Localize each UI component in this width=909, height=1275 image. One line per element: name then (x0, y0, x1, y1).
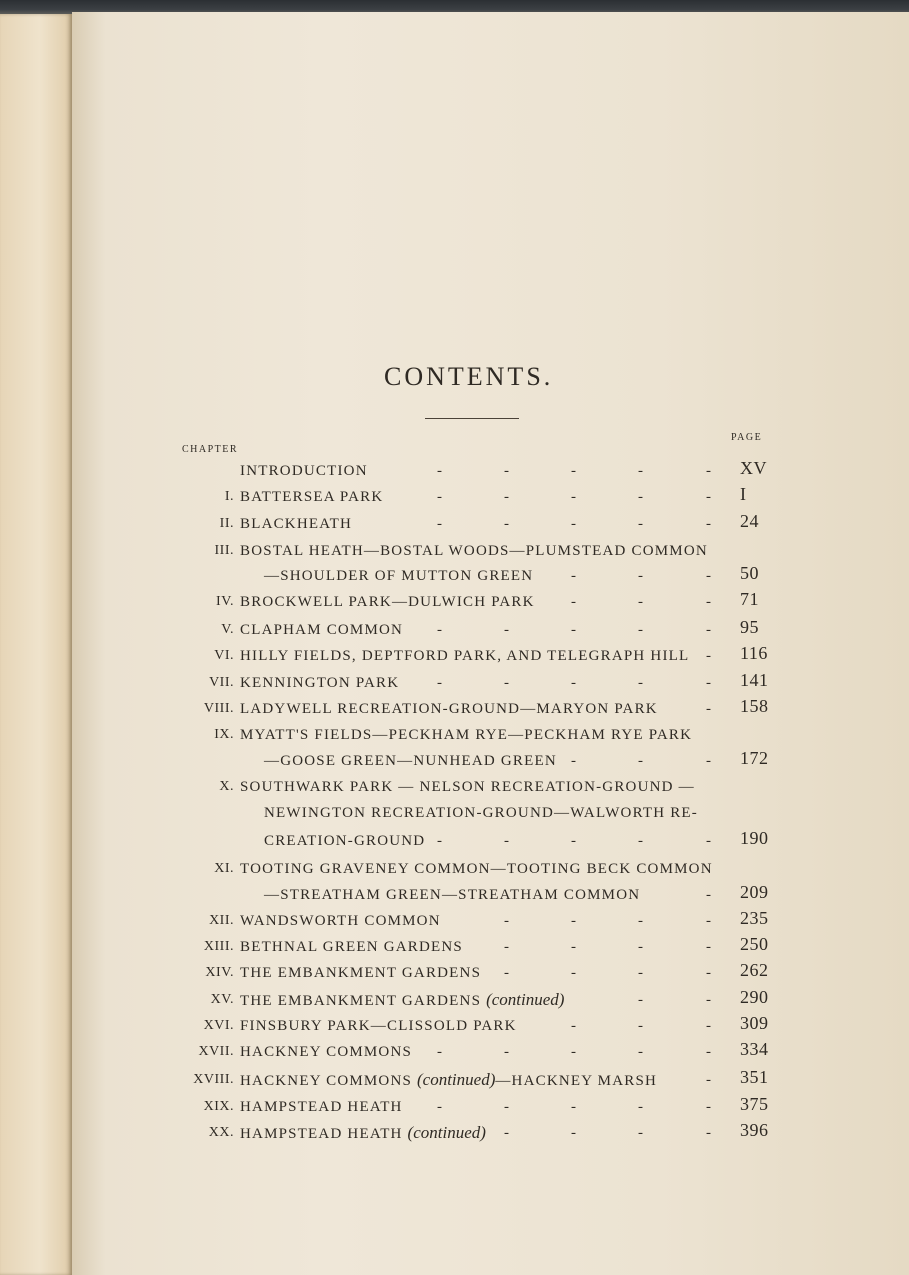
leader-dash: - (706, 568, 711, 584)
leader-dash: - (571, 675, 576, 691)
chapter-number: XIV. (205, 965, 234, 980)
page-number: 309 (740, 1013, 769, 1033)
leader-dash: - (571, 622, 576, 638)
leader-dash: - (638, 992, 643, 1008)
continued-note: (continued) (486, 990, 565, 1009)
leader-dash: - (571, 1125, 576, 1141)
chapter-title-text: LADYWELL RECREATION-GROUND—MARYON PARK (240, 701, 658, 717)
chapter-number: XIII. (203, 939, 234, 954)
leader-dash: - (706, 701, 711, 717)
leader-dash: - (706, 965, 711, 981)
facing-page-edge (0, 14, 72, 1275)
chapter-number: II. (219, 516, 234, 531)
leader-dash: - (504, 1099, 509, 1115)
chapter-title-text: BROCKWELL PARK—DULWICH PARK (240, 594, 535, 610)
chapter-title-text: HACKNEY COMMONS (240, 1044, 413, 1060)
chapter-title-text: HAMPSTEAD HEATH (240, 1126, 403, 1142)
chapter-title-text: NEWINGTON RECREATION-GROUND—WALWORTH RE- (264, 805, 698, 821)
chapter-title (264, 884, 640, 906)
chapter-title (240, 1041, 412, 1063)
leader-dash: - (638, 489, 643, 505)
page-number: 50 (740, 563, 759, 583)
chapter-number: XX. (208, 1125, 234, 1140)
leader-dash: - (504, 675, 509, 691)
leader-dash: - (638, 1018, 643, 1034)
chapter-title-text: THE EMBANKMENT GARDENS (240, 993, 482, 1009)
chapter-title (240, 698, 658, 720)
chapter-title (240, 936, 463, 958)
chapter-title (240, 1122, 486, 1144)
leader-dash: - (437, 1099, 442, 1115)
chapter-column-label: CHAPTER (182, 444, 239, 455)
chapter-title (264, 750, 557, 772)
chapter-number: IX. (214, 727, 234, 742)
leader-dash: - (706, 675, 711, 691)
chapter-title-text: BOSTAL HEATH—BOSTAL WOODS—PLUMSTEAD COMMON (240, 543, 708, 559)
chapter-title-text: TOOTING GRAVENEY COMMON—TOOTING BECK COMMON (240, 861, 713, 877)
leader-dash: - (504, 516, 509, 532)
chapter-title (240, 672, 399, 694)
leader-dash: - (437, 1044, 442, 1060)
chapter-title-text: MYATT'S FIELDS—PECKHAM RYE—PECKHAM RYE PARK (240, 727, 693, 743)
leader-dash: - (571, 1099, 576, 1115)
leader-dash: - (504, 622, 509, 638)
leader-dash: - (706, 1018, 711, 1034)
leader-dash: - (571, 939, 576, 955)
chapter-number: IV. (216, 594, 234, 609)
chapter-number: X. (219, 779, 234, 794)
leader-dash: - (437, 622, 442, 638)
leader-dash: - (638, 965, 643, 981)
leader-dash: - (504, 1044, 509, 1060)
leader-dash: - (638, 1099, 643, 1115)
page-title: CONTENTS. (384, 362, 554, 391)
leader-dash: - (571, 753, 576, 769)
leader-dash: - (706, 516, 711, 532)
chapter-title (264, 830, 425, 852)
chapter-title-text: HAMPSTEAD HEATH (240, 1099, 403, 1115)
leader-dash: - (706, 913, 711, 929)
chapter-title-text: BATTERSEA PARK (240, 489, 384, 505)
page-number: XV (740, 458, 767, 478)
chapter-number: I. (224, 489, 234, 504)
leader-dash: - (706, 833, 711, 849)
page-number: 250 (740, 934, 769, 954)
chapter-title-text: —STREATHAM GREEN—STREATHAM COMMON (264, 887, 641, 903)
page-number: 351 (740, 1067, 769, 1087)
title-rule (425, 418, 519, 419)
leader-dash: - (638, 913, 643, 929)
chapter-title-tail: —HACKNEY MARSH (495, 1073, 658, 1089)
chapter-title-text: FINSBURY PARK—CLISSOLD PARK (240, 1018, 517, 1034)
chapter-title-text: KENNINGTON PARK (240, 675, 400, 691)
chapter-number: XVI. (203, 1018, 234, 1033)
chapter-title (264, 565, 533, 587)
chapter-title (240, 1069, 657, 1091)
chapter-title-text: CREATION-GROUND (264, 833, 426, 849)
leader-dash: - (706, 594, 711, 610)
leader-dash: - (706, 1072, 711, 1088)
page-number: 24 (740, 511, 759, 531)
chapter-title-text: —SHOULDER OF MUTTON GREEN (264, 568, 534, 584)
leader-dash: - (706, 1044, 711, 1060)
leader-dash: - (571, 489, 576, 505)
chapter-title (240, 513, 352, 535)
chapter-title (240, 619, 403, 641)
leader-dash: - (571, 568, 576, 584)
chapter-title-text: HILLY FIELDS, DEPTFORD PARK, AND TELEGRAPH HILL (240, 648, 690, 664)
leader-dash: - (706, 648, 711, 664)
page-number: 209 (740, 882, 769, 902)
chapter-number: XII. (209, 913, 234, 928)
leader-dash: - (638, 516, 643, 532)
page-number: 71 (740, 589, 759, 609)
leader-dash: - (571, 965, 576, 981)
chapter-title (240, 540, 708, 562)
page-number: 141 (740, 670, 769, 690)
leader-dash: - (504, 1125, 509, 1141)
page-number: 290 (740, 987, 769, 1007)
leader-dash: - (638, 568, 643, 584)
leader-dash: - (571, 516, 576, 532)
chapter-title (240, 724, 692, 746)
leader-dash: - (706, 1125, 711, 1141)
page-number: 375 (740, 1094, 769, 1114)
leader-dash: - (638, 939, 643, 955)
leader-dash: - (706, 992, 711, 1008)
chapter-title-text: INTRODUCTION (240, 463, 368, 479)
chapter-number: XIX. (203, 1099, 234, 1114)
leader-dash: - (571, 833, 576, 849)
leader-dash: - (504, 939, 509, 955)
chapter-title (240, 1015, 517, 1037)
leader-dash: - (571, 594, 576, 610)
leader-dash: - (504, 913, 509, 929)
leader-dash: - (571, 913, 576, 929)
chapter-title-text: SOUTHWARK PARK — NELSON RECREATION-GROUND — (240, 779, 695, 795)
leader-dash: - (706, 622, 711, 638)
page-number: 116 (740, 643, 768, 663)
chapter-number: V. (221, 622, 234, 637)
leader-dash: - (638, 753, 643, 769)
page-number: I (740, 484, 747, 504)
leader-dash: - (638, 1125, 643, 1141)
page-number: 396 (740, 1120, 769, 1140)
chapter-number: VI. (214, 648, 234, 663)
chapter-title (240, 776, 695, 798)
leader-dash: - (706, 887, 711, 903)
chapter-title-text: HACKNEY COMMONS (240, 1073, 413, 1089)
chapter-title (240, 962, 481, 984)
leader-dash: - (437, 463, 442, 479)
leader-dash: - (706, 753, 711, 769)
page-number: 158 (740, 696, 769, 716)
chapter-number: XI. (214, 861, 234, 876)
leader-dash: - (437, 489, 442, 505)
leader-dash: - (571, 1018, 576, 1034)
chapter-title-text: BETHNAL GREEN GARDENS (240, 939, 463, 955)
chapter-title (264, 802, 698, 824)
leader-dash: - (638, 833, 643, 849)
leader-dash: - (437, 516, 442, 532)
chapter-title (240, 486, 383, 508)
leader-dash: - (504, 489, 509, 505)
continued-note: (continued) (407, 1123, 486, 1142)
chapter-number: III. (214, 543, 234, 558)
page-number: 262 (740, 960, 769, 980)
leader-dash: - (638, 1044, 643, 1060)
chapter-number: XV. (210, 992, 234, 1007)
leader-dash: - (504, 463, 509, 479)
leader-dash: - (706, 463, 711, 479)
chapter-title-text: THE EMBANKMENT GARDENS (240, 965, 482, 981)
page-number: 190 (740, 828, 769, 848)
chapter-title-text: —GOOSE GREEN—NUNHEAD GREEN (264, 753, 557, 769)
leader-dash: - (706, 939, 711, 955)
leader-dash: - (437, 833, 442, 849)
leader-dash: - (638, 594, 643, 610)
page-number: 95 (740, 617, 759, 637)
chapter-title-text: WANDSWORTH COMMON (240, 913, 441, 929)
leader-dash: - (638, 675, 643, 691)
chapter-title (240, 989, 564, 1011)
chapter-number: XVIII. (193, 1072, 234, 1087)
chapter-title-text: CLAPHAM COMMON (240, 622, 404, 638)
chapter-title (240, 460, 368, 482)
leader-dash: - (638, 622, 643, 638)
leader-dash: - (706, 1099, 711, 1115)
leader-dash: - (504, 965, 509, 981)
leader-dash: - (571, 1044, 576, 1060)
leader-dash: - (437, 675, 442, 691)
leader-dash: - (638, 463, 643, 479)
chapter-title (240, 1096, 403, 1118)
chapter-number: VIII. (203, 701, 234, 716)
chapter-title (240, 645, 689, 667)
chapter-number: VII. (209, 675, 234, 690)
chapter-title (240, 858, 713, 880)
page-number: 334 (740, 1039, 769, 1059)
leader-dash: - (706, 489, 711, 505)
chapter-number: XVII. (198, 1044, 234, 1059)
page-number: 172 (740, 748, 769, 768)
chapter-title (240, 591, 535, 613)
chapter-title-text: BLACKHEATH (240, 516, 352, 532)
chapter-title (240, 910, 441, 932)
leader-dash: - (571, 463, 576, 479)
continued-note: (continued) (417, 1070, 496, 1089)
leader-dash: - (504, 833, 509, 849)
page-number: 235 (740, 908, 769, 928)
page-column-label: PAGE (731, 432, 763, 443)
